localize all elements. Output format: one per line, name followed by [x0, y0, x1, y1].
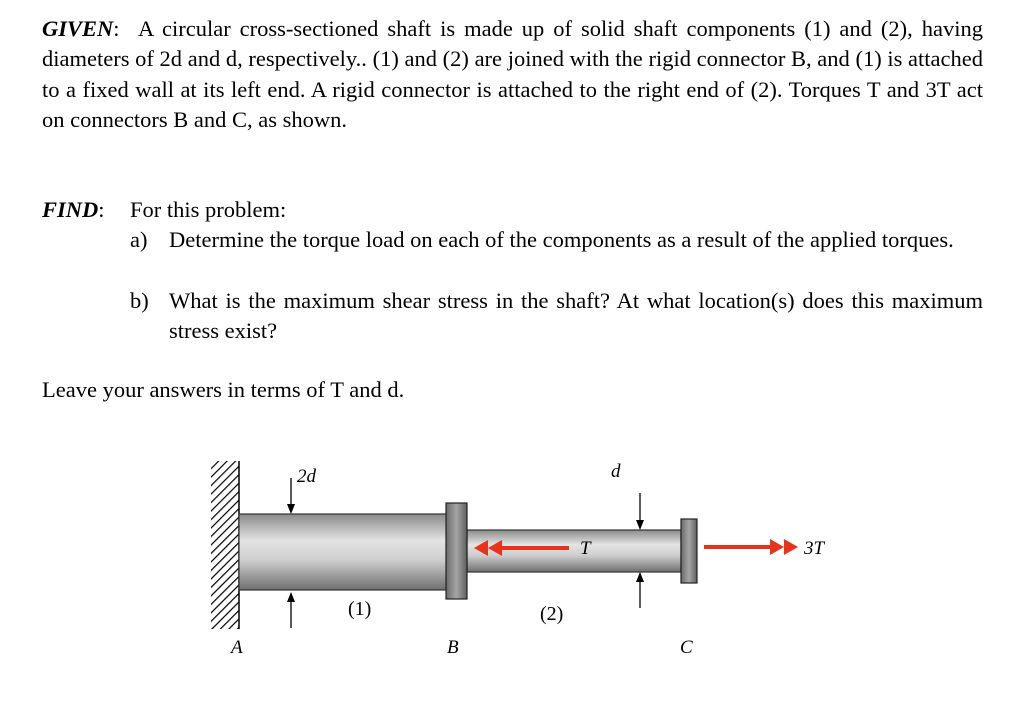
torque-label-3t: 3T	[804, 538, 825, 559]
find-item-b-marker: b)	[130, 288, 149, 313]
find-item-a-marker: a)	[130, 227, 148, 252]
fixed-wall	[211, 461, 239, 629]
shaft-component-1	[239, 514, 447, 590]
component-label-2: (2)	[540, 603, 564, 625]
find-label: FIND	[42, 197, 99, 222]
torque-3t-arrow	[704, 539, 798, 555]
connector-b	[446, 503, 467, 599]
answer-note: Leave your answers in terms of T and d.	[42, 377, 405, 402]
component-label-1: (1)	[348, 598, 372, 620]
dimension-label-d: d	[611, 461, 621, 482]
point-label-b: B	[447, 637, 459, 658]
dimension-label-2d: 2d	[297, 466, 316, 487]
torque-label-t: T	[580, 538, 591, 559]
point-label-c: C	[680, 637, 693, 658]
find-intro: For this problem:	[130, 197, 287, 222]
point-label-a: A	[231, 637, 243, 658]
given-label: GIVEN	[42, 16, 114, 41]
given-body: A circular cross-sectioned shaft is made up of solid shaft components (1) and (2), having diameters of 2d and d, respectively.. (1) and (2) are joined with the rigid connector B, and (1) is attached to a fixed wall at its left end. A rigid connector is attached to the right end of (2). Torques T and 3T act on connectors B and C, as shown.	[42, 16, 983, 132]
find-heading: FIND:	[42, 197, 105, 222]
given-heading: GIVEN:	[42, 16, 120, 41]
find-item-b: What is the maximum shear stress in the shaft? At what location(s) does this maximum stress exist?	[169, 288, 983, 344]
find-item-a: Determine the torque load on each of the components as a result of the applied torques.	[169, 227, 954, 252]
connector-c	[681, 519, 697, 583]
